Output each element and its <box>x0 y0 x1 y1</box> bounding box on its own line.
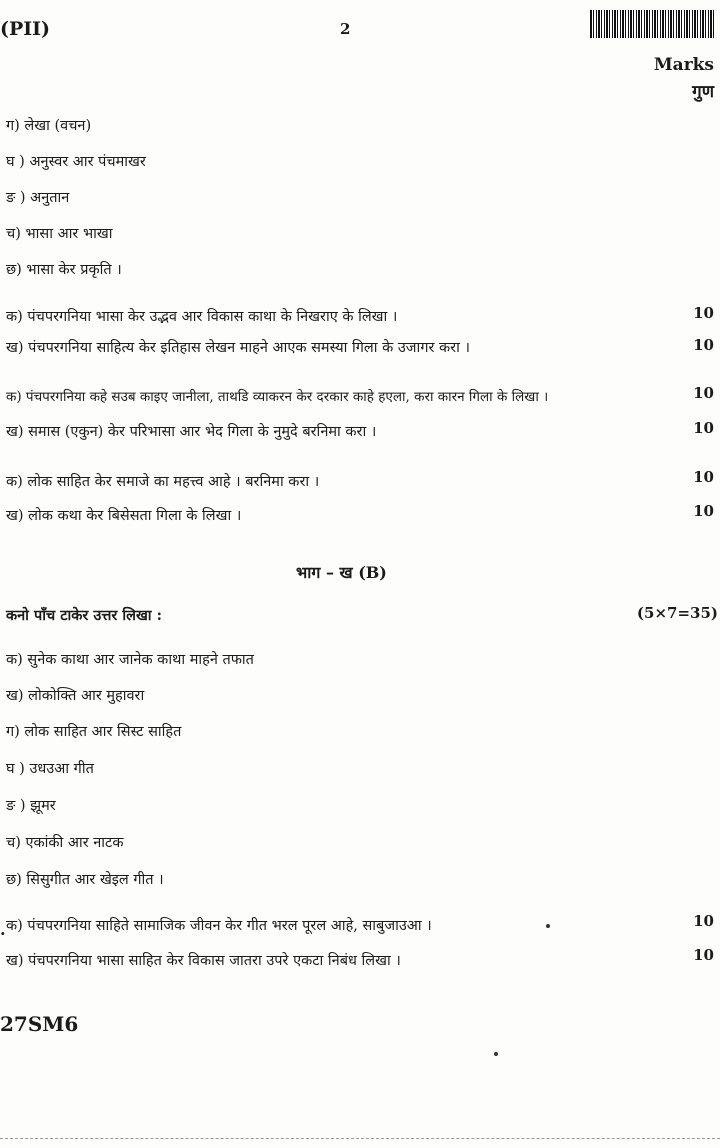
marks-heading-hindi: गुण <box>692 82 714 102</box>
marks-heading-english: Marks <box>653 55 714 75</box>
scan-speck <box>494 1052 498 1056</box>
question-line: छ) भासा केर प्रकृति । <box>6 262 122 278</box>
list-item: घ ) उधउआ गीत <box>6 761 94 777</box>
page-number: 2 <box>340 20 351 38</box>
list-item: ग) लोक साहित आर सिस्ट साहित <box>6 724 182 740</box>
list-item: च) एकांकी आर नाटक <box>6 835 124 851</box>
question-marks: 10 <box>693 304 714 322</box>
question-line: ङ ) अनुतान <box>6 190 70 206</box>
section-marks: (5×7=35) <box>636 604 718 622</box>
question-marks: 10 <box>693 384 714 402</box>
question-line: च) भासा आर भाखा <box>6 226 113 242</box>
question-line: ख) पंचपरगनिया साहित्य केर इतिहास लेखन माहने आएक समस्या गिला के उजागर करा । <box>6 340 470 356</box>
question-line: क) पंचपरगनिया भासा केर उद्भव आर विकास काथा के निखराए के लिखा । <box>6 309 398 325</box>
question-line: ग) लेखा (वचन) <box>6 118 92 134</box>
footer-code: 27SM6 <box>0 1012 79 1036</box>
question-bullet: . <box>0 920 6 939</box>
question-marks: 10 <box>693 419 714 437</box>
section-title: भाग – ख (B) <box>296 563 387 582</box>
question-marks: 10 <box>693 946 714 964</box>
barcode-icon <box>590 10 714 38</box>
question-line: क) लोक साहित केर समाजे का महत्त्व आहे । बरनिमा करा । <box>6 474 320 490</box>
question-marks: 10 <box>693 468 714 486</box>
question-line: घ ) अनुस्वर आर पंचमाखर <box>6 154 146 170</box>
question-marks: 10 <box>693 336 714 354</box>
question-line: क) पंचपरगनिया साहिते सामाजिक जीवन केर गीत भरल पूरल आहे, साबुजाउआ । <box>6 918 432 934</box>
question-marks: 10 <box>693 912 714 930</box>
paper-code: (PII) <box>0 18 51 40</box>
list-item: ङ ) झूमर <box>6 798 56 814</box>
list-item: क) सुनेक काथा आर जानेक काथा माहने तफात <box>6 652 254 668</box>
section-instruction: कनो पाँच टाकेर उत्तर लिखा : <box>6 607 162 624</box>
question-marks: 10 <box>693 502 714 520</box>
question-line: ख) समास (एकुन) केर परिभासा आर भेद गिला के नुमुदे बरनिमा करा । <box>6 424 377 440</box>
question-line: ख) पंचपरगनिया भासा साहित केर विकास जातरा उपरे एकटा निबंध लिखा । <box>6 953 401 969</box>
bottom-rule <box>0 1138 720 1139</box>
question-line: ख) लोक कथा केर बिसेसता गिला के लिखा । <box>6 508 242 524</box>
scan-speck <box>546 924 550 928</box>
question-line: क) पंचपरगनिया कहे सउब काइए जानीला, ताथडि व्याकरन केर दरकार काहे हएला, करा कारन गिला के लिखा । <box>6 389 549 405</box>
list-item: छ) सिसुगीत आर खेइल गीत । <box>6 872 164 888</box>
list-item: ख) लोकोक्ति आर मुहावरा <box>6 688 145 704</box>
